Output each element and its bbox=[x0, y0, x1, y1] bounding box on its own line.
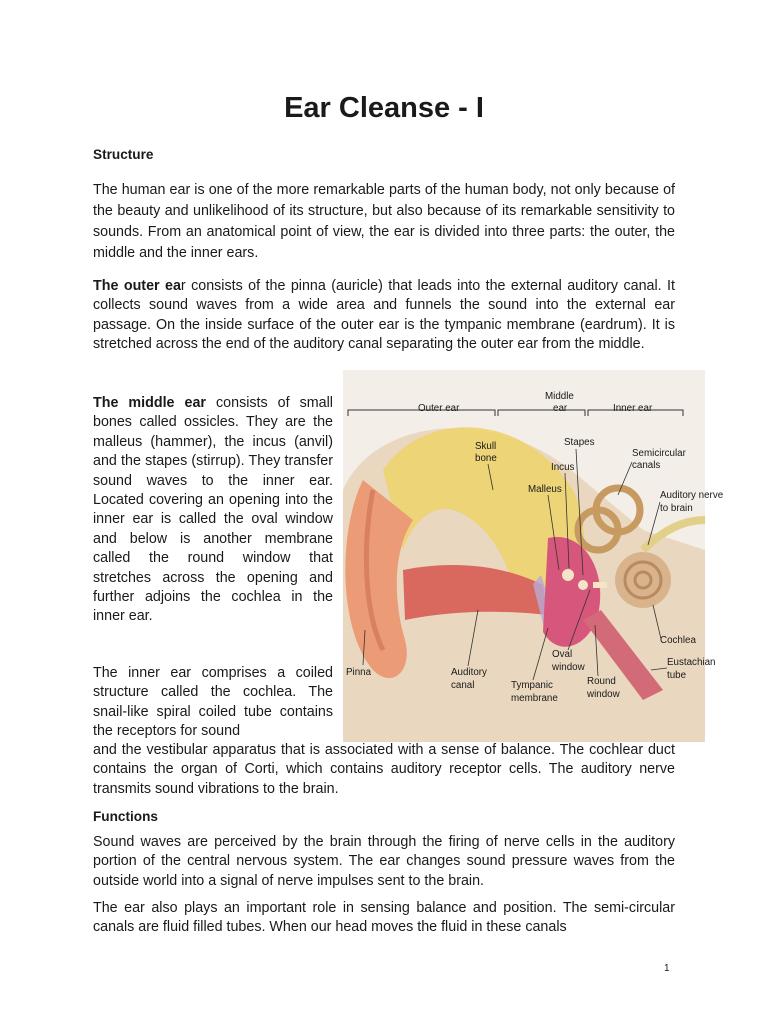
label-malleus: Malleus bbox=[528, 484, 562, 495]
label-middle-ear-line2: ear bbox=[553, 403, 568, 414]
paragraph-middle-ear bbox=[93, 394, 333, 627]
paragraph-functions-2: The ear also plays an important role in sensing balance and position. The semi-circular canals are fluid filled tubes. When our head moves the fluid in these canals bbox=[93, 900, 675, 936]
section-heading-functions: Functions bbox=[93, 809, 158, 824]
label-auditory-nerve-line2: to brain bbox=[660, 503, 693, 514]
label-outer-ear: Outer ear bbox=[418, 403, 460, 414]
label-stapes: Stapes bbox=[564, 437, 595, 448]
label-round-window-line1: Round bbox=[587, 676, 616, 687]
label-cochlea: Cochlea bbox=[660, 635, 696, 646]
label-middle-ear-line1: Middle bbox=[545, 391, 574, 402]
label-auditory-canal-line1: Auditory bbox=[451, 667, 487, 678]
page-number: 1 bbox=[664, 963, 670, 974]
label-inner-ear: Inner ear bbox=[613, 403, 653, 414]
paragraph-outer-ear bbox=[93, 277, 675, 355]
label-pinna: Pinna bbox=[346, 667, 372, 678]
middle-ear-text: consists of small bones called ossicles. They are the malleus (hammer), the incus (anvil) and the stapes (stirrup). They transfer sound waves to the inner ear. Located covering an opening into the inner ear is called the oval window and below is another membrane called the round window that stretches across the opening and further adjoins the cochlea in the inner ear. bbox=[93, 395, 333, 625]
section-heading-structure: Structure bbox=[93, 147, 154, 162]
label-tympanic-line1: Tympanic bbox=[511, 680, 553, 691]
label-skull-line1: Skull bbox=[475, 441, 497, 452]
paragraph-functions-1: Sound waves are perceived by the brain through the firing of nerve cells in the auditory portion of the central nervous system. The ear changes sound pressure waves from the outside world into a signal of nerve impulses sent to the brain. bbox=[93, 834, 675, 889]
label-eustachian-line2: tube bbox=[667, 670, 687, 681]
term-middle-ear: The middle ear bbox=[93, 395, 206, 411]
label-oval-window-line2: window bbox=[552, 662, 585, 673]
document-title: Ear Cleanse - I bbox=[284, 92, 484, 124]
paragraph-inner-ear-wide: and the vestibular apparatus that is associated with a sense of balance. The cochlear duct contains the organ of Corti, which contains auditory receptor cells. The auditory nerve transmits sound vibrations to the brain. bbox=[93, 742, 675, 797]
outer-ear-text: r consists of the pinna (auricle) that leads into the external auditory canal. It collects sound waves from a wide area and funnels the sound into the external ear passage. On the inside surface of the outer ear is the tympanic membrane (eardrum). It is stretched across the end of the auditory canal separating the outer ear from the middle. bbox=[93, 278, 676, 353]
term-outer-ear: The outer ea bbox=[93, 278, 181, 294]
label-tympanic-line2: membrane bbox=[511, 693, 558, 704]
label-eustachian-line1: Eustachian bbox=[667, 657, 716, 668]
label-skull-line2: bone bbox=[475, 453, 497, 464]
label-semicircular-line2: canals bbox=[632, 460, 661, 471]
paragraph-inner-ear-narrow: The inner ear comprises a coiled structure called the cochlea. The snail-like spiral coiled tube contains the receptors for sound bbox=[93, 665, 333, 740]
cochlea-shape bbox=[615, 552, 671, 608]
label-oval-window-line1: Oval bbox=[552, 649, 573, 660]
label-auditory-nerve-line1: Auditory nerve bbox=[660, 490, 724, 501]
label-round-window-line2: window bbox=[587, 689, 620, 700]
label-auditory-canal-line2: canal bbox=[451, 680, 475, 691]
ear-anatomy-diagram bbox=[343, 370, 724, 742]
label-semicircular-line1: Semicircular bbox=[632, 448, 686, 459]
paragraph-intro: The human ear is one of the more remarkable parts of the human body, not only because of the beauty and unlikelihood of its structure, but also because of its remarkable sensitivity to sounds. From an anatomical point of view, the ear is divided into three parts: the outer, the middle and the inner ears. bbox=[93, 182, 675, 261]
ear-anatomy-illustration bbox=[343, 370, 724, 742]
label-incus: Incus bbox=[551, 462, 575, 473]
